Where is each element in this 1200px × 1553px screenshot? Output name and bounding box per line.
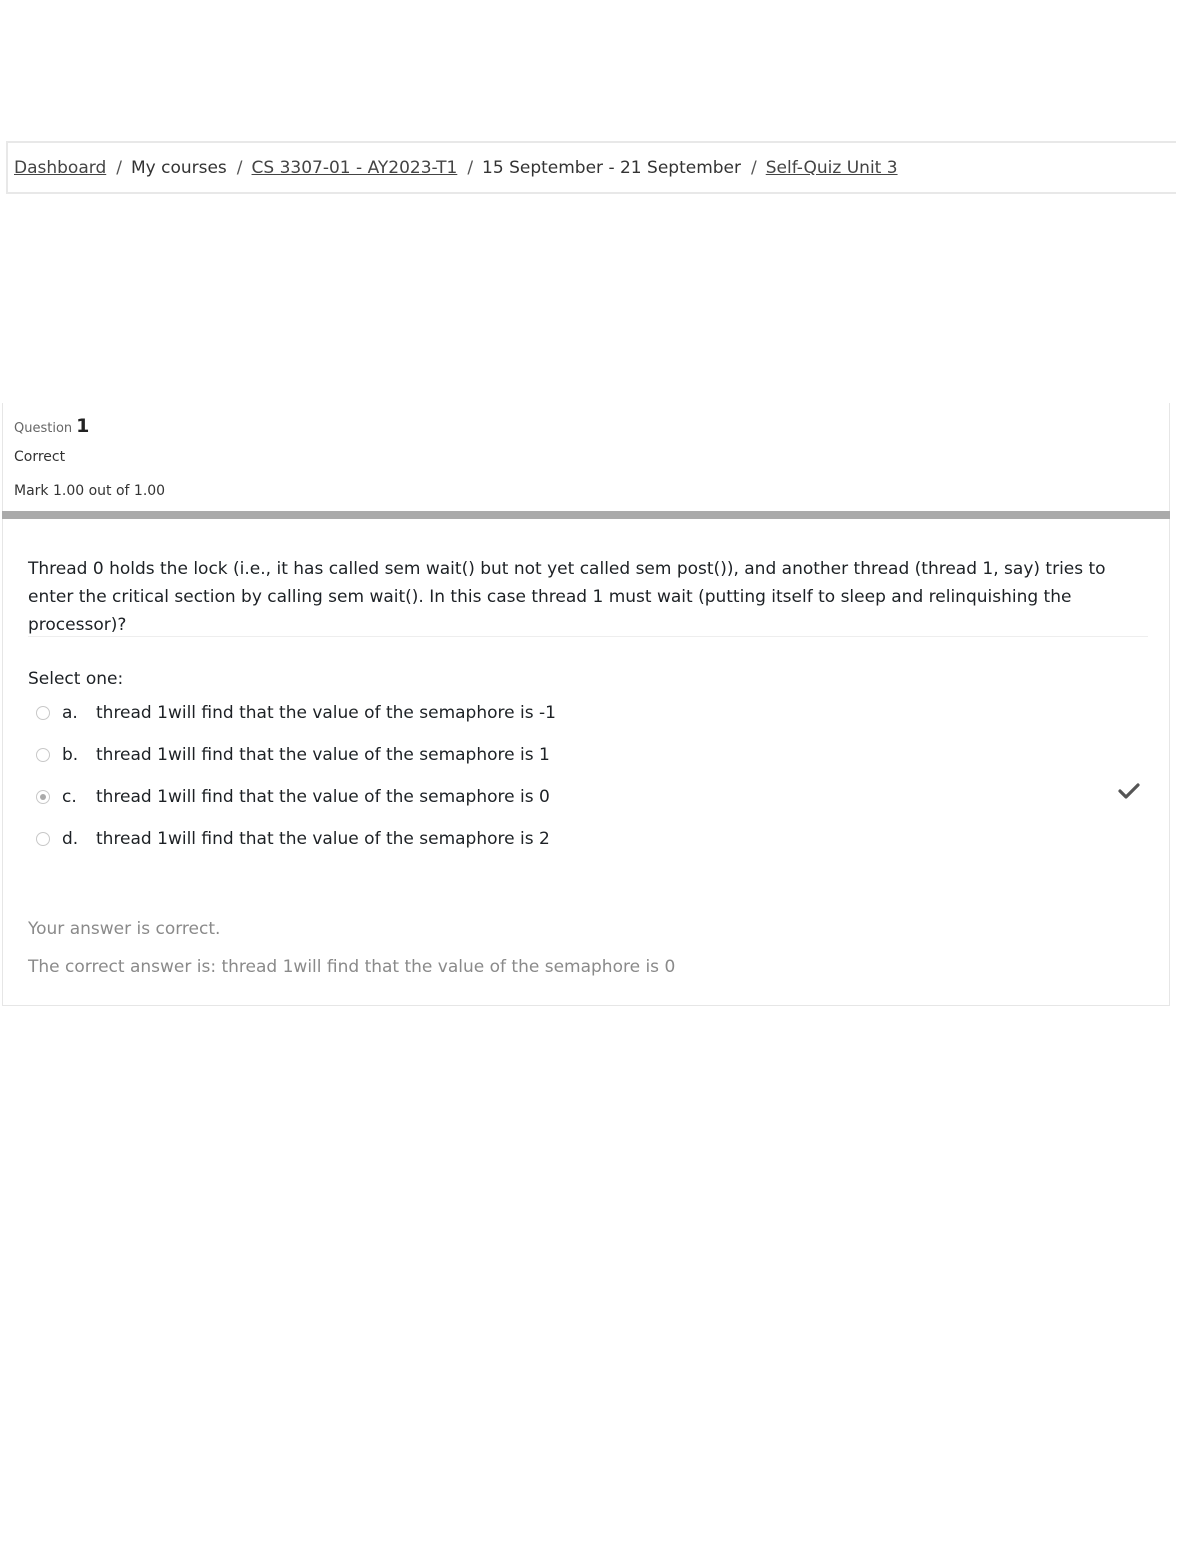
- breadcrumb-separator: /: [751, 157, 757, 178]
- question-number: 1: [76, 415, 90, 437]
- check-icon: [1118, 782, 1140, 800]
- radio-option-b[interactable]: [36, 748, 50, 762]
- radio-option-c[interactable]: [36, 790, 50, 804]
- feedback-result: Your answer is correct.: [28, 919, 221, 939]
- radio-option-d[interactable]: [36, 832, 50, 846]
- question-grade: Mark 1.00 out of 1.00: [14, 483, 166, 499]
- answer-option-c[interactable]: [36, 785, 550, 809]
- question-content: [2, 519, 1170, 1006]
- option-letter: d.: [62, 829, 79, 849]
- option-text: thread 1will find that the value of the semaphore is 1: [96, 745, 550, 765]
- question-header-divider: [2, 511, 1170, 519]
- breadcrumb-my-courses: My courses: [130, 157, 227, 178]
- question-label: Question: [14, 421, 73, 436]
- feedback-right-answer: The correct answer is: thread 1will find that the value of the semaphore is 0: [28, 957, 676, 977]
- breadcrumb-quiz-link[interactable]: Self-Quiz Unit 3: [765, 157, 898, 178]
- option-letter: a.: [62, 703, 78, 723]
- option-text: thread 1will find that the value of the semaphore is 0: [96, 787, 550, 807]
- answer-option-d[interactable]: [36, 827, 550, 851]
- select-one-prompt: Select one:: [28, 669, 124, 689]
- content-divider: [28, 636, 1148, 637]
- breadcrumb-separator: /: [116, 157, 122, 178]
- breadcrumb-week: 15 September - 21 September: [482, 157, 741, 178]
- breadcrumb-dashboard-link[interactable]: Dashboard: [14, 157, 107, 178]
- answer-option-b[interactable]: [36, 743, 550, 767]
- option-letter: b.: [62, 745, 79, 765]
- breadcrumb-separator: /: [236, 157, 243, 178]
- breadcrumb-separator: /: [467, 157, 474, 178]
- answer-option-a[interactable]: [36, 701, 556, 725]
- question-text: Thread 0 holds the lock (i.e., it has called sem wait() but not yet called sem post()), and another thread (thread 1, say) tries to enter the critical section by calling sem wait(). In this case thread 1 must wait (putting itself to sleep and relinquishing the processor)?: [28, 559, 1106, 635]
- question-number-line: [14, 415, 89, 437]
- option-text: thread 1will find that the value of the semaphore is 2: [96, 829, 550, 849]
- question-info: [2, 403, 1170, 511]
- radio-option-a[interactable]: [36, 706, 50, 720]
- option-letter: c.: [62, 787, 77, 807]
- breadcrumb-course-link[interactable]: CS 3307-01 - AY2023-T1: [251, 157, 458, 178]
- breadcrumb: [6, 141, 1176, 194]
- option-text: thread 1will find that the value of the semaphore is -1: [96, 703, 556, 723]
- question-state: Correct: [14, 449, 66, 465]
